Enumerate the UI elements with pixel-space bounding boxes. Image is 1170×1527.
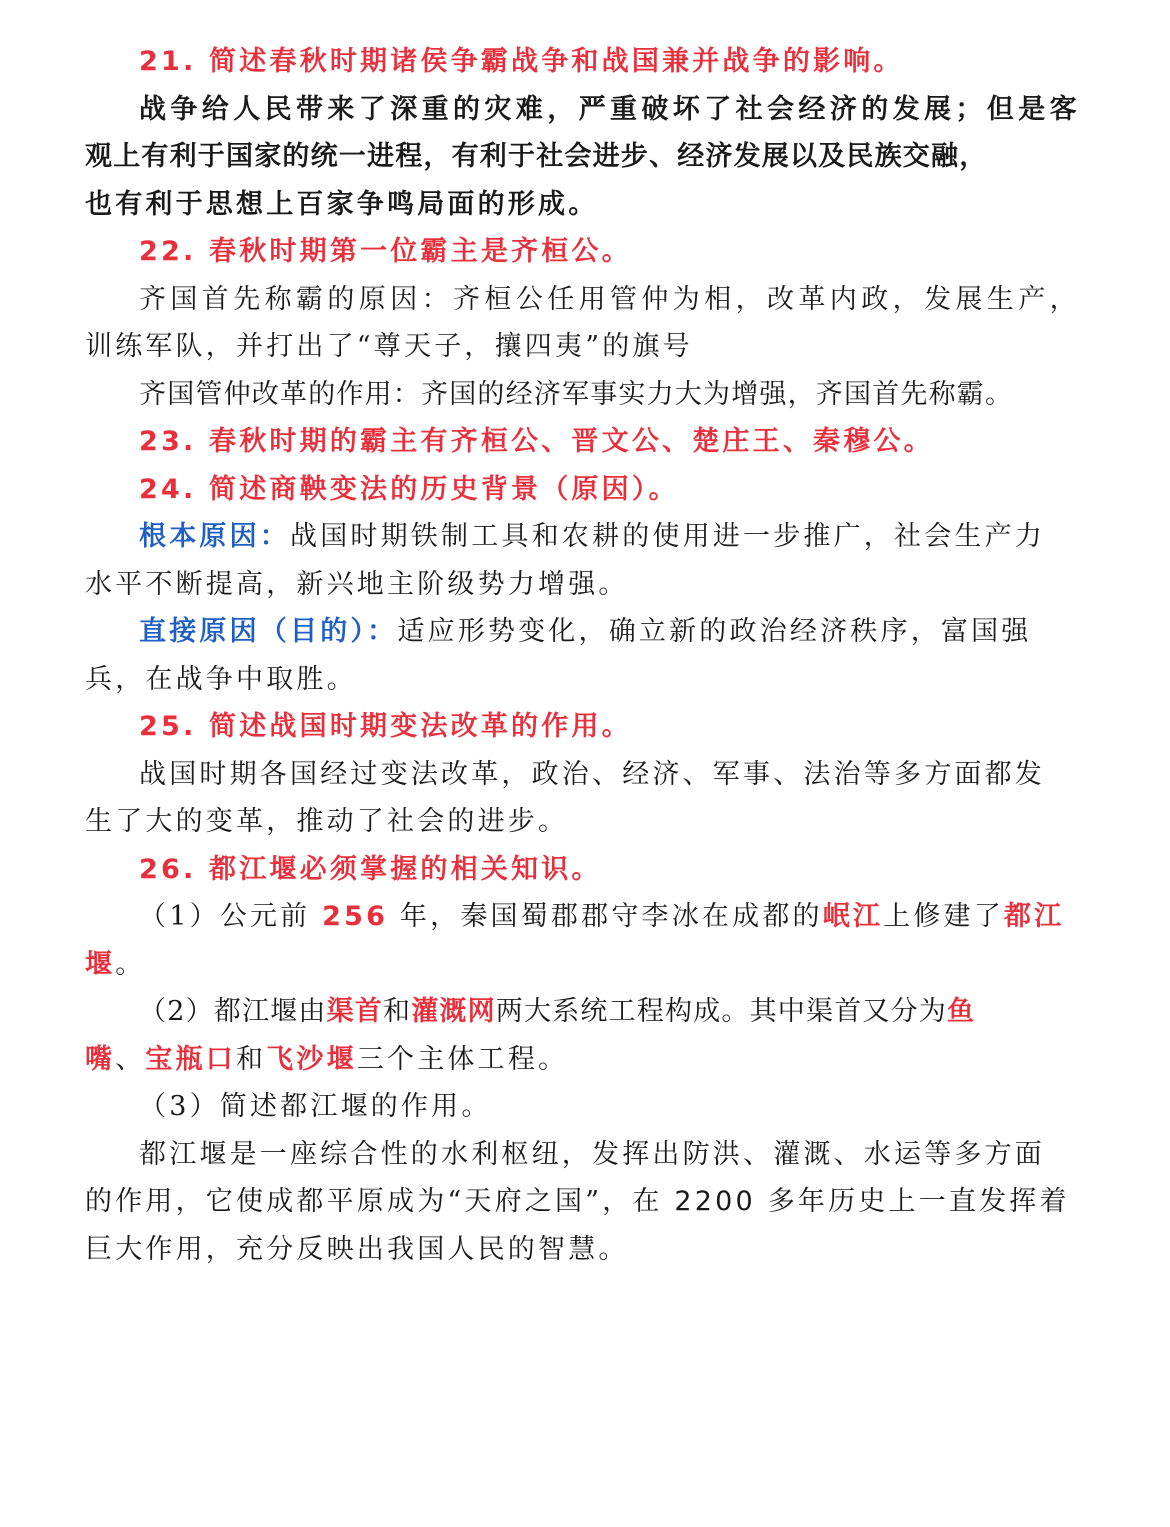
q26-p3-text-b: 多年历史上一直发挥着	[755, 1186, 1070, 1217]
q24-direct-line-2: 兵，在战争中取胜。	[85, 663, 357, 695]
q22-heading: 22. 春秋时期第一位霸主是齐桓公。	[139, 236, 632, 267]
q26-p2-text-c: 两大系统工程构成。其中渠首又分为	[495, 996, 947, 1027]
q21-answer-line-3: 也有利于思想上百家争鸣局面的形成。	[85, 188, 599, 220]
q26-p1-project-2: 堰	[85, 948, 116, 980]
q26-p1-text-d: 。	[115, 948, 146, 980]
q24-direct-line-1	[85, 608, 1092, 656]
q26-p1-project-1: 都江	[1003, 901, 1065, 932]
q24-root-line-1	[85, 513, 1092, 561]
q25-heading: 25. 简述战国时期变法改革的作用。	[139, 711, 632, 742]
q26-p2-text-b: 和	[382, 996, 412, 1027]
q26-p2-sub3: 飞沙堰	[266, 1043, 357, 1075]
q26-p1-text-b: 年，秦国蜀郡郡守李冰在成都的	[388, 901, 823, 932]
q26-p2-line-2	[85, 1036, 1092, 1084]
q23-heading: 23. 春秋时期的霸主有齐桓公、晋文公、楚庄王、秦穆公。	[139, 426, 934, 457]
q26-p2-line-1	[85, 988, 1092, 1036]
q24-root-label: 根本原因：	[139, 521, 290, 552]
q24-root-text-1: 战国时期铁制工具和农耕的使用进一步推广，社会生产力	[290, 521, 1045, 552]
q26-p2-text-e: 和	[236, 1043, 267, 1075]
q25-answer-line-1: 战国时期各国经过变法改革，政治、经济、军事、法治等多方面都发	[139, 758, 1045, 790]
q22-effect-line: 齐国管仲改革的作用：齐国的经济军事实力大为增强，齐国首先称霸。	[139, 378, 1014, 410]
q26-p3-line-3: 巨大作用，充分反映出我国人民的智慧。	[85, 1233, 629, 1265]
q26-p2-sub1-a: 鱼	[947, 996, 976, 1027]
q26-heading: 26. 都江堰必须掌握的相关知识。	[139, 853, 602, 885]
q24-direct-text-1: 适应形势变化，确立新的政治经济秩序，富国强	[397, 616, 1032, 647]
q26-p2-part1: 渠首	[326, 996, 383, 1027]
q26-p1-line-2	[85, 941, 1092, 989]
q26-p2-part2: 灌溉网	[411, 996, 496, 1027]
q26-p1-line-1	[85, 893, 1092, 941]
q26-p2-text-d: 、	[115, 1043, 146, 1075]
q26-p1-text-c: 上修建了	[883, 901, 1004, 932]
q26-p2-sub2: 宝瓶口	[145, 1043, 237, 1075]
q21-answer-line-1: 战争给人民带来了深重的灾难，严重破坏了社会经济的发展；但是客	[139, 93, 1081, 125]
q26-p3-text-a: 的作用，它使成都平原成为“天府之国”，在	[85, 1186, 675, 1217]
q26-p2-text-a: （2）都江堰由	[139, 996, 327, 1027]
q26-p1-text-a: （1）公元前	[139, 901, 323, 932]
q25-answer-line-2: 生了大的变革，推动了社会的进步。	[85, 806, 569, 837]
q24-root-line-2: 水平不断提高，新兴地主阶级势力增强。	[85, 568, 629, 600]
q26-p1-year: 256	[322, 901, 389, 932]
q26-p3-line-1: 都江堰是一座综合性的水利枢纽，发挥出防洪、灌溉、水运等多方面	[139, 1138, 1045, 1170]
q22-reason-line-1: 齐国首先称霸的原因：齐桓公任用管仲为相，改革内政，发展生产，	[139, 283, 1081, 315]
q26-p3-number: 2200	[674, 1186, 756, 1217]
q24-heading: 24. 简述商鞅变法的历史背景（原因）。	[139, 473, 679, 505]
q21-heading: 21. 简述春秋时期诸侯争霸战争和战国兼并战争的影响。	[139, 46, 904, 77]
q26-p2-sub1-b: 嘴	[85, 1043, 116, 1075]
q26-p3-line-2	[85, 1178, 1092, 1226]
q21-answer-line-2: 观上有利于国家的统一进程，有利于社会进步、经济发展以及民族交融，	[85, 141, 988, 172]
q26-p2-text-f: 三个主体工程。	[356, 1043, 569, 1075]
q26-p1-river: 岷江	[822, 901, 884, 932]
q26-p3-title: （3）简述都江堰的作用。	[139, 1091, 492, 1122]
q22-reason-line-2: 训练军队，并打出了“尊天子，攘四夷”的旗号	[85, 331, 693, 362]
q24-direct-label: 直接原因（目的）：	[139, 616, 398, 647]
